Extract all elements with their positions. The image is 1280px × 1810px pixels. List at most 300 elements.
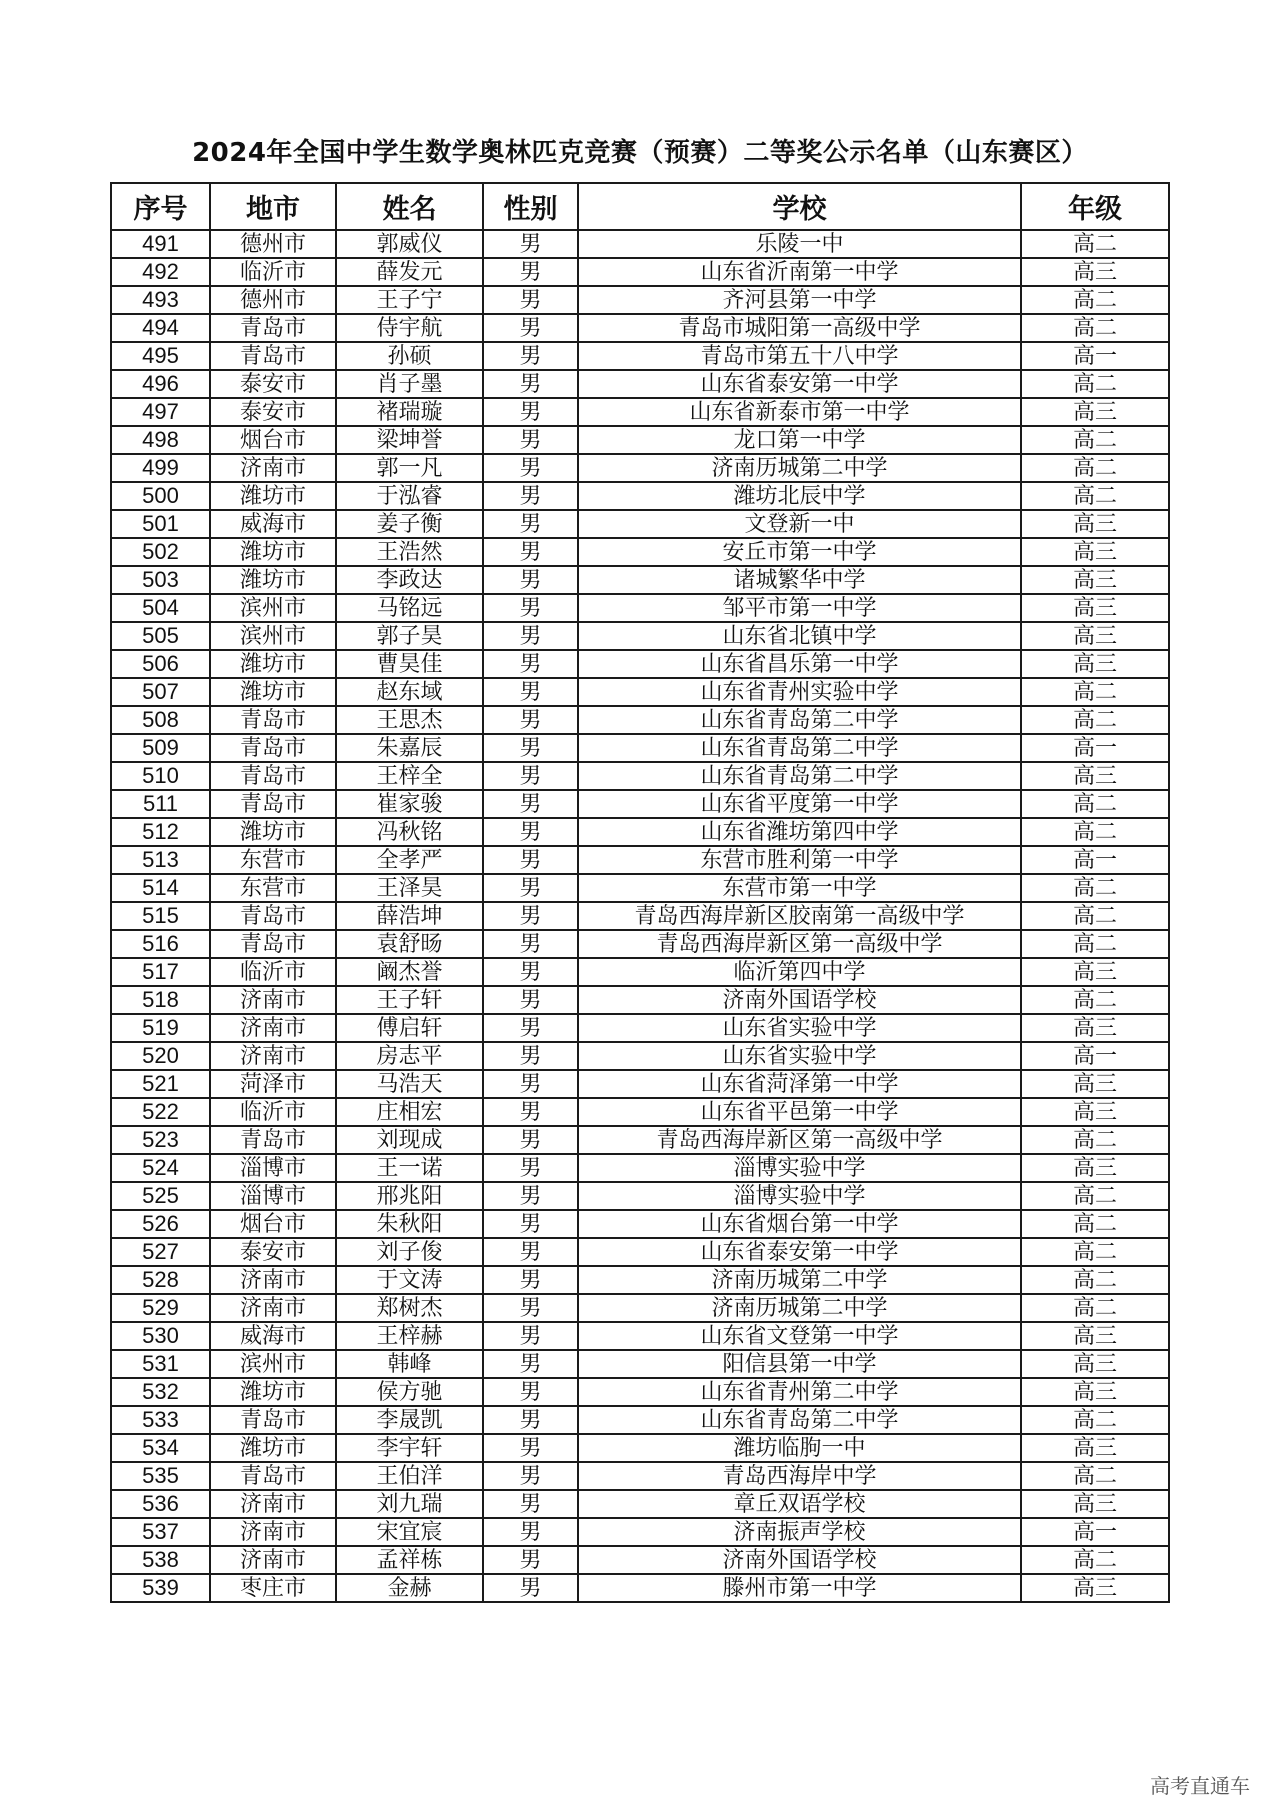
cell-name: 王子宁 (336, 286, 483, 314)
cell-grade: 高三 (1021, 1098, 1169, 1126)
cell-name: 王子轩 (336, 986, 483, 1014)
cell-city: 淄博市 (210, 1154, 336, 1182)
table-row (111, 1098, 1169, 1126)
cell-grade: 高二 (1021, 790, 1169, 818)
cell-gender: 男 (483, 1070, 578, 1098)
table-row (111, 1574, 1169, 1602)
cell-index: 526 (111, 1210, 210, 1238)
cell-city: 潍坊市 (210, 650, 336, 678)
cell-city: 青岛市 (210, 1406, 336, 1434)
table-row (111, 286, 1169, 314)
table-row (111, 1350, 1169, 1378)
table-row (111, 846, 1169, 874)
cell-name: 朱嘉辰 (336, 734, 483, 762)
cell-school: 青岛西海岸新区胶南第一高级中学 (578, 902, 1021, 930)
cell-gender: 男 (483, 1378, 578, 1406)
cell-city: 滨州市 (210, 1350, 336, 1378)
cell-city: 青岛市 (210, 734, 336, 762)
header-gender: 性别 (483, 183, 578, 230)
cell-index: 503 (111, 566, 210, 594)
cell-gender: 男 (483, 370, 578, 398)
cell-index: 505 (111, 622, 210, 650)
cell-school: 山东省泰安第一中学 (578, 1238, 1021, 1266)
table-row (111, 1210, 1169, 1238)
table-row (111, 1546, 1169, 1574)
cell-gender: 男 (483, 1350, 578, 1378)
cell-name: 于文涛 (336, 1266, 483, 1294)
table-row (111, 986, 1169, 1014)
cell-grade: 高二 (1021, 1266, 1169, 1294)
table-row (111, 1014, 1169, 1042)
table-row (111, 1378, 1169, 1406)
cell-name: 韩峰 (336, 1350, 483, 1378)
cell-gender: 男 (483, 818, 578, 846)
cell-city: 潍坊市 (210, 818, 336, 846)
cell-school: 山东省青岛第二中学 (578, 706, 1021, 734)
cell-gender: 男 (483, 342, 578, 370)
cell-name: 邢兆阳 (336, 1182, 483, 1210)
cell-school: 山东省泰安第一中学 (578, 370, 1021, 398)
cell-city: 青岛市 (210, 902, 336, 930)
cell-school: 东营市胜利第一中学 (578, 846, 1021, 874)
cell-gender: 男 (483, 454, 578, 482)
cell-gender: 男 (483, 1126, 578, 1154)
cell-city: 济南市 (210, 1042, 336, 1070)
table-row (111, 678, 1169, 706)
cell-grade: 高三 (1021, 566, 1169, 594)
cell-name: 姜子衡 (336, 510, 483, 538)
cell-grade: 高三 (1021, 622, 1169, 650)
cell-city: 泰安市 (210, 398, 336, 426)
cell-grade: 高三 (1021, 650, 1169, 678)
cell-grade: 高三 (1021, 258, 1169, 286)
cell-gender: 男 (483, 510, 578, 538)
cell-index: 535 (111, 1462, 210, 1490)
table-row (111, 1070, 1169, 1098)
cell-index: 494 (111, 314, 210, 342)
cell-school: 淄博实验中学 (578, 1182, 1021, 1210)
cell-index: 500 (111, 482, 210, 510)
cell-grade: 高二 (1021, 454, 1169, 482)
cell-name: 梁坤誉 (336, 426, 483, 454)
cell-school: 济南振声学校 (578, 1518, 1021, 1546)
table-row (111, 342, 1169, 370)
cell-name: 庄相宏 (336, 1098, 483, 1126)
cell-city: 潍坊市 (210, 1434, 336, 1462)
cell-name: 马浩天 (336, 1070, 483, 1098)
cell-index: 527 (111, 1238, 210, 1266)
cell-city: 威海市 (210, 510, 336, 538)
cell-gender: 男 (483, 930, 578, 958)
cell-grade: 高二 (1021, 1462, 1169, 1490)
cell-index: 520 (111, 1042, 210, 1070)
cell-name: 郭一凡 (336, 454, 483, 482)
table-row (111, 482, 1169, 510)
cell-index: 521 (111, 1070, 210, 1098)
cell-school: 滕州市第一中学 (578, 1574, 1021, 1602)
table-row (111, 1238, 1169, 1266)
cell-name: 郭威仪 (336, 230, 483, 258)
cell-index: 502 (111, 538, 210, 566)
table-row (111, 790, 1169, 818)
cell-name: 阚杰誉 (336, 958, 483, 986)
cell-city: 济南市 (210, 986, 336, 1014)
cell-grade: 高二 (1021, 902, 1169, 930)
cell-index: 533 (111, 1406, 210, 1434)
cell-city: 潍坊市 (210, 482, 336, 510)
cell-grade: 高二 (1021, 1210, 1169, 1238)
cell-school: 东营市第一中学 (578, 874, 1021, 902)
cell-gender: 男 (483, 678, 578, 706)
cell-index: 506 (111, 650, 210, 678)
cell-grade: 高二 (1021, 1126, 1169, 1154)
table-row (111, 594, 1169, 622)
cell-school: 山东省青岛第二中学 (578, 762, 1021, 790)
cell-gender: 男 (483, 426, 578, 454)
cell-name: 崔家骏 (336, 790, 483, 818)
cell-index: 536 (111, 1490, 210, 1518)
cell-index: 523 (111, 1126, 210, 1154)
header-grade: 年级 (1021, 183, 1169, 230)
cell-city: 青岛市 (210, 790, 336, 818)
cell-index: 514 (111, 874, 210, 902)
table-row (111, 454, 1169, 482)
cell-name: 李政达 (336, 566, 483, 594)
cell-gender: 男 (483, 1210, 578, 1238)
cell-city: 德州市 (210, 230, 336, 258)
cell-grade: 高一 (1021, 1518, 1169, 1546)
cell-school: 山东省昌乐第一中学 (578, 650, 1021, 678)
cell-index: 492 (111, 258, 210, 286)
cell-name: 刘九瑞 (336, 1490, 483, 1518)
cell-grade: 高三 (1021, 762, 1169, 790)
cell-gender: 男 (483, 1322, 578, 1350)
cell-school: 山东省菏泽第一中学 (578, 1070, 1021, 1098)
cell-gender: 男 (483, 1014, 578, 1042)
cell-index: 522 (111, 1098, 210, 1126)
cell-index: 515 (111, 902, 210, 930)
table-row (111, 734, 1169, 762)
cell-grade: 高三 (1021, 1490, 1169, 1518)
cell-school: 青岛市城阳第一高级中学 (578, 314, 1021, 342)
cell-school: 阳信县第一中学 (578, 1350, 1021, 1378)
cell-index: 525 (111, 1182, 210, 1210)
cell-index: 537 (111, 1518, 210, 1546)
cell-gender: 男 (483, 1042, 578, 1070)
cell-school: 山东省实验中学 (578, 1014, 1021, 1042)
cell-city: 德州市 (210, 286, 336, 314)
table-row (111, 1294, 1169, 1322)
watermark: 高考直通车 (1150, 1774, 1250, 1798)
cell-grade: 高二 (1021, 230, 1169, 258)
table-row (111, 1434, 1169, 1462)
cell-gender: 男 (483, 286, 578, 314)
cell-gender: 男 (483, 902, 578, 930)
table-row (111, 510, 1169, 538)
cell-grade: 高三 (1021, 510, 1169, 538)
cell-grade: 高三 (1021, 1434, 1169, 1462)
cell-name: 傅启轩 (336, 1014, 483, 1042)
cell-school: 章丘双语学校 (578, 1490, 1021, 1518)
cell-name: 郑树杰 (336, 1294, 483, 1322)
table-row (111, 874, 1169, 902)
cell-name: 薛发元 (336, 258, 483, 286)
cell-city: 青岛市 (210, 1126, 336, 1154)
cell-city: 潍坊市 (210, 678, 336, 706)
cell-school: 山东省青州第二中学 (578, 1378, 1021, 1406)
table-row (111, 1490, 1169, 1518)
cell-index: 491 (111, 230, 210, 258)
cell-index: 511 (111, 790, 210, 818)
table-row (111, 622, 1169, 650)
cell-grade: 高二 (1021, 370, 1169, 398)
cell-city: 济南市 (210, 454, 336, 482)
table-header-row (111, 183, 1169, 230)
cell-city: 泰安市 (210, 1238, 336, 1266)
cell-school: 山东省新泰市第一中学 (578, 398, 1021, 426)
cell-index: 512 (111, 818, 210, 846)
cell-index: 531 (111, 1350, 210, 1378)
cell-grade: 高一 (1021, 846, 1169, 874)
cell-grade: 高三 (1021, 398, 1169, 426)
cell-city: 济南市 (210, 1518, 336, 1546)
table-row (111, 314, 1169, 342)
table-row (111, 230, 1169, 258)
cell-school: 邹平市第一中学 (578, 594, 1021, 622)
table-row (111, 1462, 1169, 1490)
cell-city: 济南市 (210, 1546, 336, 1574)
cell-gender: 男 (483, 1238, 578, 1266)
cell-gender: 男 (483, 1462, 578, 1490)
cell-gender: 男 (483, 538, 578, 566)
cell-gender: 男 (483, 1182, 578, 1210)
cell-school: 济南外国语学校 (578, 1546, 1021, 1574)
cell-name: 刘现成 (336, 1126, 483, 1154)
cell-city: 临沂市 (210, 258, 336, 286)
table-row (111, 538, 1169, 566)
table-row (111, 1182, 1169, 1210)
cell-school: 临沂第四中学 (578, 958, 1021, 986)
cell-city: 青岛市 (210, 342, 336, 370)
cell-name: 赵东域 (336, 678, 483, 706)
cell-name: 肖子墨 (336, 370, 483, 398)
table-row (111, 426, 1169, 454)
cell-school: 文登新一中 (578, 510, 1021, 538)
cell-grade: 高一 (1021, 342, 1169, 370)
cell-name: 曹昊佳 (336, 650, 483, 678)
cell-gender: 男 (483, 1434, 578, 1462)
cell-school: 山东省沂南第一中学 (578, 258, 1021, 286)
table-row (111, 818, 1169, 846)
cell-gender: 男 (483, 398, 578, 426)
cell-gender: 男 (483, 790, 578, 818)
cell-index: 509 (111, 734, 210, 762)
cell-index: 501 (111, 510, 210, 538)
cell-city: 菏泽市 (210, 1070, 336, 1098)
cell-school: 山东省潍坊第四中学 (578, 818, 1021, 846)
header-school: 学校 (578, 183, 1021, 230)
cell-name: 李晟凯 (336, 1406, 483, 1434)
cell-school: 龙口第一中学 (578, 426, 1021, 454)
cell-grade: 高二 (1021, 678, 1169, 706)
cell-name: 房志平 (336, 1042, 483, 1070)
cell-city: 临沂市 (210, 958, 336, 986)
table-row (111, 1406, 1169, 1434)
cell-grade: 高三 (1021, 1350, 1169, 1378)
cell-city: 济南市 (210, 1266, 336, 1294)
cell-grade: 高二 (1021, 426, 1169, 454)
table-row (111, 1322, 1169, 1350)
cell-gender: 男 (483, 594, 578, 622)
table-row (111, 1042, 1169, 1070)
cell-grade: 高二 (1021, 1546, 1169, 1574)
table-row (111, 762, 1169, 790)
cell-gender: 男 (483, 1154, 578, 1182)
cell-grade: 高三 (1021, 1070, 1169, 1098)
cell-gender: 男 (483, 1266, 578, 1294)
cell-index: 529 (111, 1294, 210, 1322)
cell-grade: 高二 (1021, 706, 1169, 734)
cell-gender: 男 (483, 566, 578, 594)
cell-city: 济南市 (210, 1490, 336, 1518)
cell-name: 侯方驰 (336, 1378, 483, 1406)
cell-index: 538 (111, 1546, 210, 1574)
table-row (111, 650, 1169, 678)
cell-school: 山东省实验中学 (578, 1042, 1021, 1070)
cell-grade: 高二 (1021, 818, 1169, 846)
cell-gender: 男 (483, 1574, 578, 1602)
cell-grade: 高一 (1021, 1042, 1169, 1070)
cell-city: 青岛市 (210, 930, 336, 958)
cell-city: 青岛市 (210, 706, 336, 734)
cell-name: 王梓赫 (336, 1322, 483, 1350)
cell-index: 518 (111, 986, 210, 1014)
header-index: 序号 (111, 183, 210, 230)
cell-grade: 高二 (1021, 1238, 1169, 1266)
cell-grade: 高三 (1021, 1322, 1169, 1350)
cell-index: 510 (111, 762, 210, 790)
cell-gender: 男 (483, 1490, 578, 1518)
cell-school: 乐陵一中 (578, 230, 1021, 258)
cell-school: 山东省青岛第二中学 (578, 734, 1021, 762)
cell-index: 539 (111, 1574, 210, 1602)
cell-gender: 男 (483, 1546, 578, 1574)
cell-school: 山东省青岛第二中学 (578, 1406, 1021, 1434)
cell-city: 淄博市 (210, 1182, 336, 1210)
cell-index: 498 (111, 426, 210, 454)
cell-gender: 男 (483, 958, 578, 986)
cell-gender: 男 (483, 1406, 578, 1434)
cell-name: 于泓睿 (336, 482, 483, 510)
cell-city: 潍坊市 (210, 1378, 336, 1406)
cell-gender: 男 (483, 1518, 578, 1546)
cell-school: 青岛西海岸新区第一高级中学 (578, 930, 1021, 958)
cell-school: 山东省北镇中学 (578, 622, 1021, 650)
cell-index: 532 (111, 1378, 210, 1406)
cell-grade: 高一 (1021, 734, 1169, 762)
cell-name: 侍宇航 (336, 314, 483, 342)
cell-school: 青岛西海岸中学 (578, 1462, 1021, 1490)
cell-city: 烟台市 (210, 426, 336, 454)
cell-gender: 男 (483, 1098, 578, 1126)
cell-index: 496 (111, 370, 210, 398)
cell-name: 王伯洋 (336, 1462, 483, 1490)
header-city: 地市 (210, 183, 336, 230)
cell-name: 李宇轩 (336, 1434, 483, 1462)
cell-city: 枣庄市 (210, 1574, 336, 1602)
cell-school: 诸城繁华中学 (578, 566, 1021, 594)
cell-gender: 男 (483, 986, 578, 1014)
cell-city: 泰安市 (210, 370, 336, 398)
cell-school: 山东省青州实验中学 (578, 678, 1021, 706)
cell-grade: 高二 (1021, 930, 1169, 958)
cell-city: 青岛市 (210, 1462, 336, 1490)
table-row (111, 902, 1169, 930)
table-row (111, 370, 1169, 398)
cell-gender: 男 (483, 230, 578, 258)
cell-name: 袁舒旸 (336, 930, 483, 958)
cell-name: 孟祥栋 (336, 1546, 483, 1574)
cell-grade: 高二 (1021, 986, 1169, 1014)
cell-city: 烟台市 (210, 1210, 336, 1238)
cell-school: 济南历城第二中学 (578, 1294, 1021, 1322)
cell-school: 青岛西海岸新区第一高级中学 (578, 1126, 1021, 1154)
cell-school: 潍坊北辰中学 (578, 482, 1021, 510)
cell-school: 齐河县第一中学 (578, 286, 1021, 314)
cell-grade: 高三 (1021, 1154, 1169, 1182)
cell-school: 潍坊临朐一中 (578, 1434, 1021, 1462)
cell-grade: 高二 (1021, 482, 1169, 510)
cell-school: 山东省平度第一中学 (578, 790, 1021, 818)
cell-index: 517 (111, 958, 210, 986)
cell-grade: 高三 (1021, 1574, 1169, 1602)
cell-index: 519 (111, 1014, 210, 1042)
cell-name: 王思杰 (336, 706, 483, 734)
cell-name: 宋宜宸 (336, 1518, 483, 1546)
cell-city: 济南市 (210, 1294, 336, 1322)
cell-gender: 男 (483, 706, 578, 734)
cell-grade: 高三 (1021, 594, 1169, 622)
cell-name: 郭子昊 (336, 622, 483, 650)
cell-city: 临沂市 (210, 1098, 336, 1126)
page-title: 2024年全国中学生数学奥林匹克竞赛（预赛）二等奖公示名单（山东赛区） (192, 138, 1088, 168)
cell-index: 493 (111, 286, 210, 314)
table-row (111, 1266, 1169, 1294)
cell-school: 淄博实验中学 (578, 1154, 1021, 1182)
cell-city: 潍坊市 (210, 538, 336, 566)
table-row (111, 706, 1169, 734)
cell-city: 潍坊市 (210, 566, 336, 594)
header-name: 姓名 (336, 183, 483, 230)
cell-index: 499 (111, 454, 210, 482)
table-row (111, 958, 1169, 986)
cell-name: 王浩然 (336, 538, 483, 566)
cell-grade: 高三 (1021, 958, 1169, 986)
cell-index: 497 (111, 398, 210, 426)
cell-index: 507 (111, 678, 210, 706)
cell-school: 济南外国语学校 (578, 986, 1021, 1014)
cell-grade: 高二 (1021, 314, 1169, 342)
cell-grade: 高二 (1021, 874, 1169, 902)
cell-school: 山东省平邑第一中学 (578, 1098, 1021, 1126)
cell-index: 530 (111, 1322, 210, 1350)
cell-city: 滨州市 (210, 622, 336, 650)
cell-grade: 高三 (1021, 538, 1169, 566)
cell-name: 薛浩坤 (336, 902, 483, 930)
cell-city: 滨州市 (210, 594, 336, 622)
cell-school: 山东省文登第一中学 (578, 1322, 1021, 1350)
cell-name: 孙硕 (336, 342, 483, 370)
